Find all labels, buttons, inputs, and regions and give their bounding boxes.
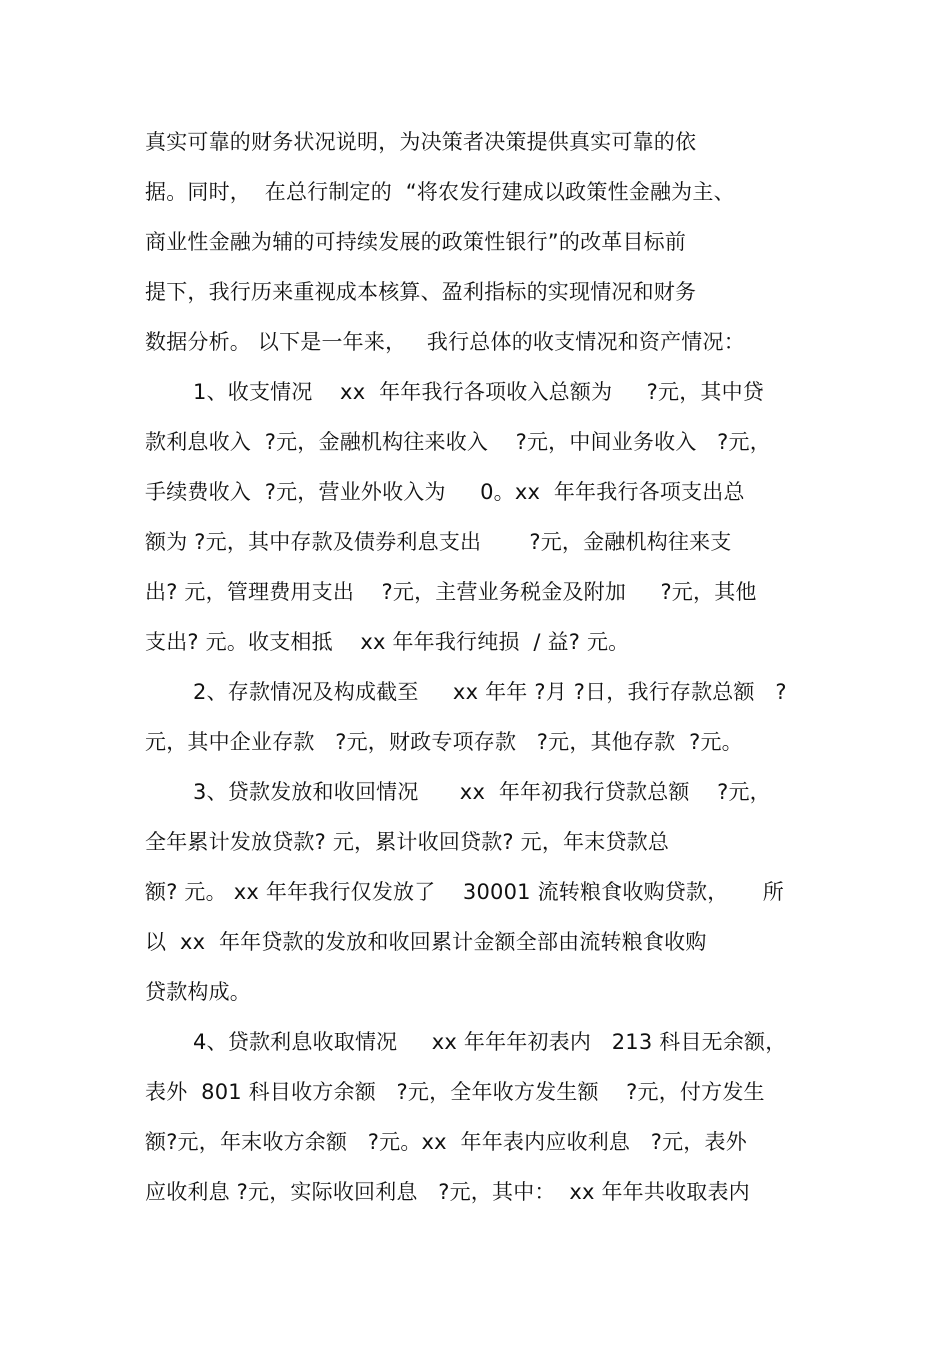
text-line: 出? 元，管理费用支出 ?元，主营业务税金及附加 ?元，其他 [145,580,757,604]
text-line: 提下，我行历来重视成本核算、盈利指标的实现情况和财务 [145,280,697,304]
text-line: 全年累计发放贷款? 元，累计收回贷款? 元，年末贷款总 [145,830,670,854]
text-line: 商业性金融为辅的可持续发展的政策性银行”的改革目标前 [145,230,687,254]
text-line: 手续费收入 ?元，营业外收入为 0。xx 年年我行各项支出总 [145,480,745,504]
text-line: 额为 ?元，其中存款及债券利息支出 ?元，金融机构往来支 [145,530,732,554]
text-line: 额?元，年末收方余额 ?元。xx 年年表内应收利息 ?元，表外 [145,1130,747,1154]
text-line: 款利息收入 ?元，金融机构往来收入 ?元，中间业务收入 ?元， [145,430,771,454]
paragraph-4-start: 4、贷款利息收取情况 xx 年年年初表内 213 科目无余额， [193,1030,787,1054]
text-line: 真实可靠的财务状况说明，为决策者决策提供真实可靠的依 [145,130,697,154]
paragraph-3-start: 3、贷款发放和收回情况 xx 年年初我行贷款总额 ?元， [193,780,771,804]
text-line: 数据分析。 以下是一年来， 我行总体的收支情况和资产情况： [145,330,745,354]
paragraph-1-start: 1、收支情况 xx 年年我行各项收入总额为 ?元，其中贷 [193,380,764,404]
text-line: 应收利息 ?元，实际收回利息 ?元，其中： xx 年年共收取表内 [145,1180,750,1204]
text-line: 以 xx 年年贷款的发放和收回累计金额全部由流转粮食收购 [145,930,707,954]
text-line: 元，其中企业存款 ?元，财政专项存款 ?元，其他存款 ?元。 [145,730,743,754]
text-line: 表外 801 科目收方余额 ?元，全年收方发生额 ?元，付方发生 [145,1080,765,1104]
paragraph-2-start: 2、存款情况及构成截至 xx 年年 ?月 ?日，我行存款总额 ? [193,680,787,704]
text-line: 额? 元。 xx 年年我行仅发放了 30001 流转粮食收购贷款， 所 [145,880,784,904]
text-line: 贷款构成。 [145,980,251,1004]
text-line: 据。同时， 在总行制定的 “将农发行建成以政策性金融为主、 [145,180,735,204]
text-line: 支出? 元。收支相抵 xx 年年我行纯损 / 益? 元。 [145,630,630,654]
